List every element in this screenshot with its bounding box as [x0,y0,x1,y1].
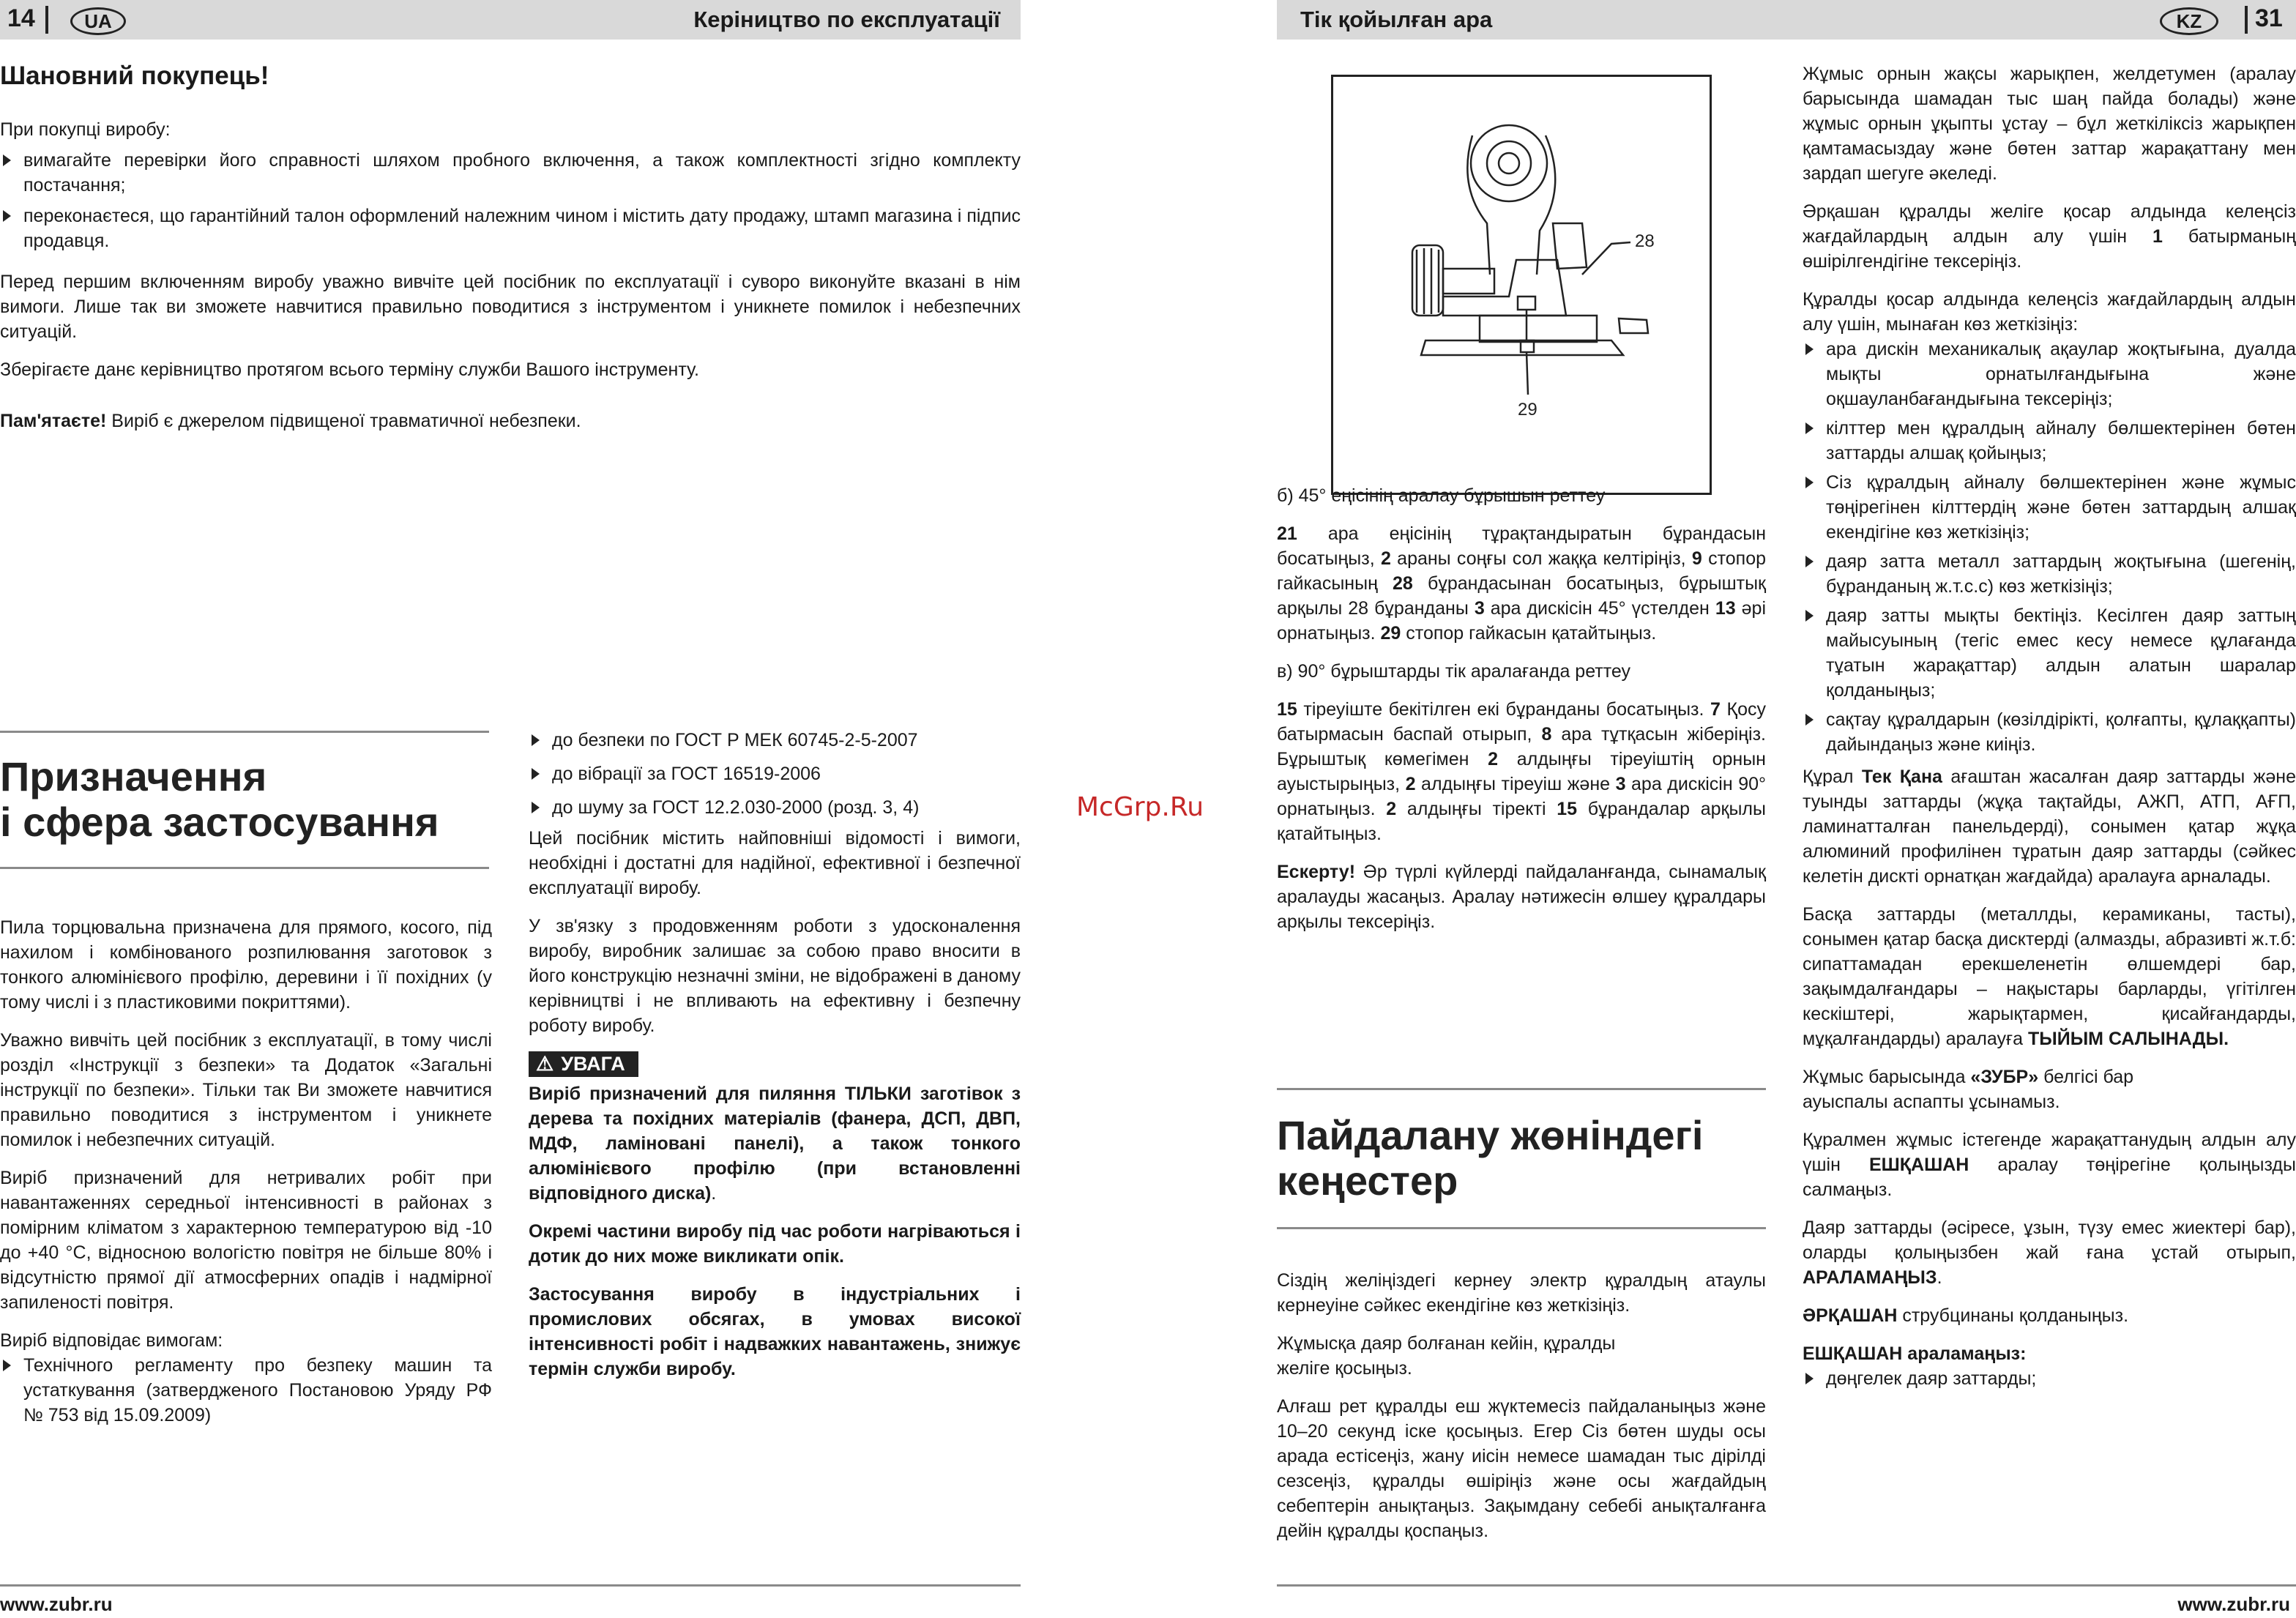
callout-28: 28 [1635,231,1655,251]
safety-paragraph-9 [1803,1303,2296,1328]
safety-paragraph-1: Жұмыс орнын жақсы жарықпен, желдетумен (аралау барысында шамадан тыс шаң пайда болады) және жұмыс орнын ұқыпты ұстау – бұл жеткіліксіз жарықпен қамтамасыздау және бөтен заттар жарақаттану мен зардап шегуге әкеледі. [1803,64,2296,184]
right-footer-rule [1277,1584,2296,1587]
text-run: . [1937,1267,1942,1288]
warning-paragraph-1 [529,1081,1021,1206]
purpose-paragraph-4: Виріб відповідає вимогам: [0,1330,223,1351]
saw-figure [1331,75,1712,495]
list-item: даяр затты мықты бектіңіз. Кесілген даяр заттың майысуының (тегіс емес кесу немесе құлағанда тұатын жарақаттар) алдын алатын шаралар қолданыңыз; [1803,603,2296,703]
manual-info-paragraph: Цей посібник містить найповніші відомості і вимоги, необхідні і достатні для надійної, ефективної і безпечної експлуатації виробу. [529,828,1021,898]
text-run: Әрқашан құралды желіге қосар алдында келеңсіз жағдайлардың алдын алу үшін [1803,201,2296,247]
text-run: 1 [2152,226,2163,247]
list-item: до вібрації за ГОСТ 16519-2006 [529,761,1021,786]
caption-v: в) 90° бұрыштарды тік аралағанда реттеу [1277,661,1631,682]
left-footer-url[interactable]: www.zubr.ru [0,1593,113,1615]
text-run: Қосу батырмасын баспай отырып, [1277,699,1766,745]
list-item: даяр затта металл заттардың жоқтығына (шегенің, бұранданың ж.т.с.с) көз жеткізіңіз; [1803,549,2296,599]
text-run: 13 [1715,598,1736,619]
text-run: ағаштан жасалған даяр заттарды және туынды заттарды (жұқа тақтайды, АЖП, АТП, АҒП, ламинатталған панельдерді), сонымен қатар жұқа алюминий профилінен тұратын даяр заттарды (сәйкес келетін дискті орнатқан жағдайда) аралауға арналады. [1803,767,2296,887]
note-text: Әр түрлі күйлерді пайдаланғанда, сынамалық аралауды жасаңыз. Аралау нәтижесін өлшеу құралдары арқылы тексеріңіз. [1277,862,1766,932]
pivot-base [1480,316,1597,342]
text-run: Басқа заттарды (металлды, керамиканы, тасты), сонымен қатар басқа дисктерді (алмазды, абразивті ж.т.б: сипаттамадан ерекшеленетін өлшемдері бар, зақымдалғандары – нақыстары барларды, үгітілген кескіштері, жарықтармен, қисайғандарды, мұқалғандарды) аралауға [1803,904,2296,1049]
section-rule-top [0,731,489,733]
purpose-paragraph-2: Уважно вивчіть цей посібник з експлуатації, в тому числі розділ «Інструкції з безпеки» та Додаток «Загальні інструкції по безпеки». Тільки так Ви зможете навчитися правильно поводитися з інструментом і уникнете помилок і небезпечних ситуацій. [0,1030,492,1150]
list-item: переконаєтеся, що гарантійний талон оформлений належним чином і містить дату продажу, штамп магазина і підпис продавця. [0,204,1021,253]
list-item: до безпеки по ГОСТ Р МЕК 60745-2-5-2007 [529,728,1021,753]
text-run: АРАЛАМАҢЫЗ [1803,1267,1937,1288]
text-run: стопор гайкасының [1277,548,1766,594]
design-changes-paragraph: У зв'язку з продовженням роботи з удосконалення виробу, виробник залишає за собою право вносити в його конструкцію незначні зміни, не відображені в даному керівництві і не впливають на ефективну і безпечну роботу виробу. [529,916,1021,1036]
text-run: тіреуіште бекітілген екі бұранданы босатыңыз. [1297,699,1711,720]
pivot-housing [1471,125,1547,201]
safety-paragraph-3: Құралды қосар алдында келеңсіз жағдайлардың алдын алу үшін, мынаған көз жеткізіңіз: [1803,289,2296,335]
text-run: 3 [1474,598,1485,619]
remember-text: Виріб є джерелом підвищеної травматичної небезпеки. [106,411,581,431]
intro-paragraph-1: Перед першим включенням виробу уважно вивчіте цей посібник по експлуатації і суворо виконуйте вказані в нім вимоги. Лише так ви зможете навчитися правильно поводитися з інструментом і уникнете помилок і небезпечних ситуацій. [0,272,1021,342]
text-run: әрі орнатыңыз. [1277,598,1766,644]
rail-end [1619,318,1648,333]
list-item: Сіз құралдың айналу бөлшектерінен және жұмыс төңірегінен кілттердің және бөтен заттардың алшақ екендігіне көз жеткізіңіз; [1803,470,2296,545]
pivot-center [1499,153,1519,174]
text-run: ара тұтқасын жіберіңіз. Бұрыштық көмегімен [1277,724,1767,769]
stop-bolt-head [1518,297,1535,310]
right-header-title: Тік қойылған ара [1300,7,1493,32]
warning-triangle-icon: ⚠ [536,1053,554,1075]
intro-paragraph-2: Зберігаєте данє керівництво протягом всього терміну служби Вашого інструменту. [0,359,699,380]
warning-paragraph-3: Застосування виробу в індустріальних і промислових обсягах, в умовах високої інтенсивності робіт і надважких навантажень, знижує термін служби виробу. [529,1284,1021,1379]
text-run: 9 [1691,548,1702,569]
text-run: алдыңғы тіреуіш және [1415,774,1616,794]
safety-checklist [1803,337,2296,757]
warning-label: УВАГА [561,1053,625,1075]
text-run: араны соңғы сол жаққа келтіріңіз, [1390,548,1692,569]
text-run: 29 [1380,623,1401,644]
section-title-line2: і сфера застосування [0,799,439,845]
warning-badge [529,1051,1021,1077]
intro-lead: При покупці виробу: [0,119,171,140]
adjustment-column [1277,483,1766,934]
knob-shaft [1443,269,1494,294]
standards-column [529,728,1021,1382]
text-run: Құрал [1803,767,1862,787]
safety-paragraph-7 [1803,1127,2296,1202]
text-run: ЕШҚАШАН [1869,1155,1969,1175]
tips-paragraph-3: Алғаш рет құралды еш жүктемесіз пайдаланыңыз және 10–20 секунд іске қосыңыз. Егер Сіз бөтен шуды осы арада естісеңіз, жану иісін немесе шамадан тыс дірілді сезсеңіз, құралды өшіріңіз және осы жағдайдың себептерін анықтаңыз. Зақымдану себебі анықталғанға дейін құралды қоспаңыз. [1277,1396,1766,1541]
tips-rule-bottom [1277,1227,1766,1229]
text-run: 21 [1277,523,1297,544]
purpose-paragraph-1: Пила торцювальна призначена для прямого, косого, під нахилом і комбінованого розпилювання заготовок з тонкого алюмінієвого профілю, деревини і її похідних (у тому числі і з пластиковими покриттями). [0,917,492,1013]
callout-28-line [1582,242,1630,275]
left-header-title: Керіництво по експлуатації [693,7,1000,32]
note-label: Ескерту! [1277,862,1356,882]
list-item: дөңгелек даяр заттарды; [1803,1366,2296,1391]
text-run: стопор гайкасын қатайтыңыз. [1401,623,1657,644]
note-paragraph [1277,860,1766,934]
text-run: бұрандалар арқылы қатайтыңыз. [1277,799,1766,844]
text-run: 15 [1557,799,1578,819]
callout-29-line [1527,352,1528,395]
right-lang-badge: KZ [2160,7,2218,35]
tips-title-line1: Пайдалану жөніндегі [1277,1112,1704,1158]
intro-block [0,61,1021,433]
tips-column [1277,1268,1766,1543]
requirements-list [0,1353,492,1428]
section-title-line1: Призначення [0,753,267,799]
warning-text-1: Виріб призначений для пиляння ТІЛЬКИ заготівок з дерева та похідних матеріалів (фанера, ДСП, ДВП, МДФ, ламіновані панелі), а також тонкого алюмінієвого профілю (при встановленні відповідного диска) [529,1084,1021,1204]
warning-text-1-end: . [711,1183,717,1204]
warning-label-box [529,1051,638,1077]
text-run: ӘРҚАШАН [1803,1305,1898,1326]
purpose-paragraph-3: Виріб призначений для нетривалих робіт при навантаженнях середньої інтенсивності в районах з помірним кліматом з характерною температурою від -10 до +40 °С, відносною вологістю повітря не більше 80% і відсутністю прямої дії атмосферних опадів і надмірної запиленості повітря. [0,1168,492,1313]
text-run: аралау төңірегіне қолыңызды салмаңыз. [1803,1155,2296,1200]
tips-title [1277,1113,1766,1204]
right-page-number: 31 [2255,4,2283,32]
watermark-text: McGrp.Ru [1076,792,1204,822]
text-run: струбцинаны қолданыңыз. [1897,1305,2129,1326]
caption-b: б) 45° еңісінің аралау бұрышын реттеу [1277,485,1606,506]
greeting-heading: Шановний покупець! [0,61,269,90]
intro-bullets [0,148,1021,253]
list-item: Технічного регламенту про безпеку машин та устаткування (затвердженого Постановою Уряду РФ № 753 від 15.09.2009) [0,1353,492,1428]
saw-diagram [1333,77,1710,493]
right-header-divider [2245,6,2248,34]
text-run: Құралмен жұмыс істегенде жарақаттанудың алдын алу үшін [1803,1130,2296,1175]
section-rule-bottom [0,867,489,869]
warning-paragraph-2: Окремі частини виробу під час роботи нагріваються і дотик до них може викликати опік. [529,1221,1021,1267]
safety-paragraph-5 [1803,902,2296,1051]
list-item: до шуму за ГОСТ 12.2.030-2000 (розд. 3, 4) [529,795,1021,820]
callout-29: 29 [1518,400,1538,420]
text-run: белгісі бар ауыспалы аспапты ұсынамыз. [1803,1067,2134,1112]
text-run: ара дискісін 90° орнатыңыз. [1277,774,1767,819]
purpose-column [0,915,492,1428]
right-footer-url[interactable]: www.zubr.ru [2177,1593,2290,1615]
tips-paragraph-2: Жұмысқа даяр болғанан кейін, құралды желіге қосыңыз. [1277,1333,1616,1379]
tips-paragraph-1: Сіздің желіңіздегі кернеу электр құралдың атаулы кернеуіне сәйкес екендігіне көз жеткізіңіз. [1277,1270,1766,1316]
text-run: бұрандасынан босатыңыз, бұрыштық арқылы 28 бұранданы [1277,573,1766,619]
text-run: батырманың өшірілгендігіне тексеріңіз. [1803,226,2296,272]
tips-title-line2: кеңестер [1277,1157,1458,1204]
safety-paragraph-6 [1803,1065,2183,1114]
list-item: кілттер мен құралдың айналу бөлшектерінен бөтен заттарды алшақ қойыңыз; [1803,416,2296,466]
safety-paragraph-4 [1803,764,2296,889]
square-instructions [1277,697,1766,846]
text-run: Жұмыс барысында [1803,1067,1971,1087]
safety-column [1803,61,2296,1391]
list-item: вимагайте перевірки його справності шляхом пробного включення, а також комплектності згідно комплекту постачання; [0,148,1021,198]
text-run: ТЫЙЫМ САЛЫНАДЫ. [2027,1029,2229,1049]
text-run: 2 [1386,799,1397,819]
safety-paragraph-8 [1803,1215,2296,1290]
text-run: ара еңісінің тұрақтандыратын бұрандасын босатыңыз, [1277,523,1766,569]
text-run: алдыңғы тіректі [1396,799,1557,819]
left-lang-badge: UA [70,7,126,35]
safety-paragraph-10: ЕШҚАШАН араламаңыз: [1803,1343,2027,1364]
list-item: сақтау құралдарын (көзілдірікті, қолғапты, құлаққапты) дайындаңыз және киіңіз. [1803,707,2296,757]
text-run: 28 [1393,573,1413,594]
text-run: Даяр заттарды (әсіресе, ұзын, түзу емес жиектері бар), оларды қолыңызбен жай ғана ұстай отырып, [1803,1218,2296,1263]
section-title [0,754,489,845]
knob-grip-lines [1417,248,1439,314]
pivot-ring [1487,141,1531,185]
standards-list [529,728,1021,820]
text-run: ара дискісін 45° үстелден [1484,598,1715,619]
text-run: 15 [1277,699,1297,720]
text-run: 2 [1405,774,1416,794]
remember-label: Пам'ятаєте! [0,411,107,431]
left-page-number: 14 [7,4,35,32]
remember-note [0,409,1021,433]
text-run: 2 [1380,548,1391,569]
list-item: ара дискін механикалық ақаулар жоқтығына, дуалда мықты орнатылғандығына және оқшауланбағандығына тексеріңіз; [1803,337,2296,411]
text-run: 7 [1710,699,1721,720]
text-run: 2 [1488,749,1499,769]
bevel-instructions [1277,521,1766,646]
left-footer-rule [0,1584,1021,1587]
text-run: 3 [1615,774,1626,794]
left-header-divider [45,6,48,34]
text-run: 8 [1541,724,1552,745]
tips-rule-top [1277,1088,1766,1090]
text-run: «ЗУБР» [1970,1067,2039,1087]
text-run: алдыңғы тіреуіштің орнын ауыстырыңыз, [1277,749,1766,794]
safety-paragraph-2 [1803,199,2296,274]
text-run: Тек Қана [1861,767,1942,787]
never-saw-list [1803,1366,2296,1391]
